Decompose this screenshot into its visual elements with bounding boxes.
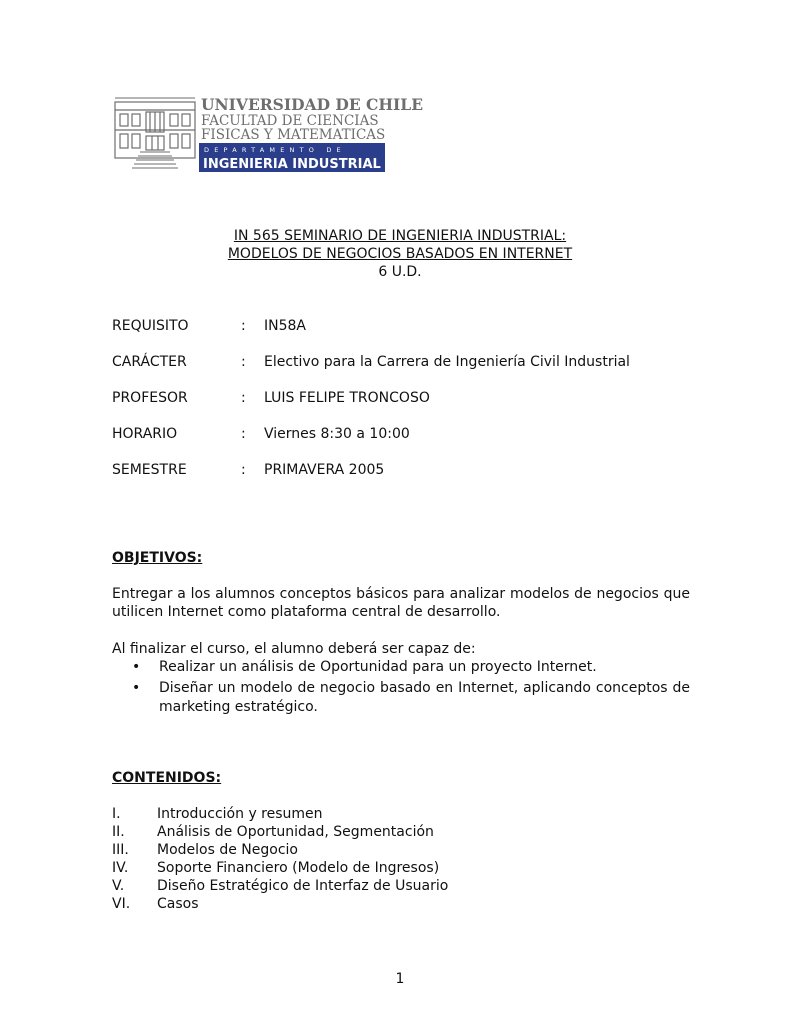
info-colon: :	[241, 318, 246, 334]
objetivos-list	[112, 658, 690, 719]
item-number: V.	[112, 878, 125, 894]
info-colon: :	[241, 462, 246, 478]
objetivos-intro: Al finalizar el curso, el alumno deberá ser capaz de:	[112, 641, 476, 657]
objetivos-heading: OBJETIVOS:	[112, 550, 203, 566]
item-text: Introducción y resumen	[157, 806, 323, 822]
objetivos-paragraph: Entregar a los alumnos conceptos básicos para analizar modelos de negocios que utilicen Internet como plataforma central de desarrollo.	[112, 586, 690, 620]
item-number: II.	[112, 824, 125, 840]
item-number: VI.	[112, 896, 131, 912]
item-text: Modelos de Negocio	[157, 842, 298, 858]
department-label: DEPARTAMENTO DE	[204, 146, 346, 154]
info-value: LUIS FELIPE TRONCOSO	[264, 390, 430, 406]
faculty-line-2: FISICAS Y MATEMATICAS	[201, 127, 386, 143]
info-colon: :	[241, 426, 246, 442]
info-label: SEMESTRE	[112, 462, 187, 478]
course-title-line-2: MODELOS DE NEGOCIOS BASADOS EN INTERNET	[227, 246, 573, 262]
department-name: INGENIERIA INDUSTRIAL	[203, 157, 381, 172]
list-item-text: Realizar un análisis de Oportunidad para un proyecto Internet.	[159, 659, 597, 675]
course-credits: 6 U.D.	[378, 264, 422, 280]
bullet-icon: •	[132, 680, 141, 696]
list-item	[112, 679, 690, 717]
info-value: IN58A	[264, 318, 306, 334]
info-value: PRIMAVERA 2005	[264, 462, 385, 478]
item-number: I.	[112, 806, 121, 822]
info-label: REQUISITO	[112, 318, 189, 334]
university-name: UNIVERSIDAD DE CHILE	[201, 95, 424, 114]
course-title-block	[0, 227, 800, 281]
course-title-line-1: IN 565 SEMINARIO DE INGENIERIA INDUSTRIAL:	[233, 228, 567, 244]
info-label: PROFESOR	[112, 390, 188, 406]
bullet-icon: •	[132, 659, 141, 675]
building-emblem-icon	[112, 94, 424, 174]
faculty-line-1: FACULTAD DE CIENCIAS	[201, 113, 379, 129]
contenidos-heading: CONTENIDOS:	[112, 770, 222, 786]
info-label: HORARIO	[112, 426, 178, 442]
item-number: III.	[112, 842, 129, 858]
info-value: Electivo para la Carrera de Ingeniería Civil Industrial	[264, 354, 630, 370]
list-item-text: Diseñar un modelo de negocio basado en Internet, aplicando conceptos de marketing estratégico.	[159, 680, 690, 715]
info-label: CARÁCTER	[112, 354, 187, 370]
page-number: 1	[395, 971, 405, 987]
item-number: IV.	[112, 860, 129, 876]
university-logo	[112, 94, 424, 174]
info-colon: :	[241, 390, 246, 406]
info-value: Viernes 8:30 a 10:00	[264, 426, 410, 442]
item-text: Diseño Estratégico de Interfaz de Usuario	[157, 878, 449, 894]
list-item	[112, 658, 690, 677]
info-colon: :	[241, 354, 246, 370]
item-text: Soporte Financiero (Modelo de Ingresos)	[157, 860, 440, 876]
item-text: Casos	[157, 896, 199, 912]
item-text: Análisis de Oportunidad, Segmentación	[157, 824, 434, 840]
